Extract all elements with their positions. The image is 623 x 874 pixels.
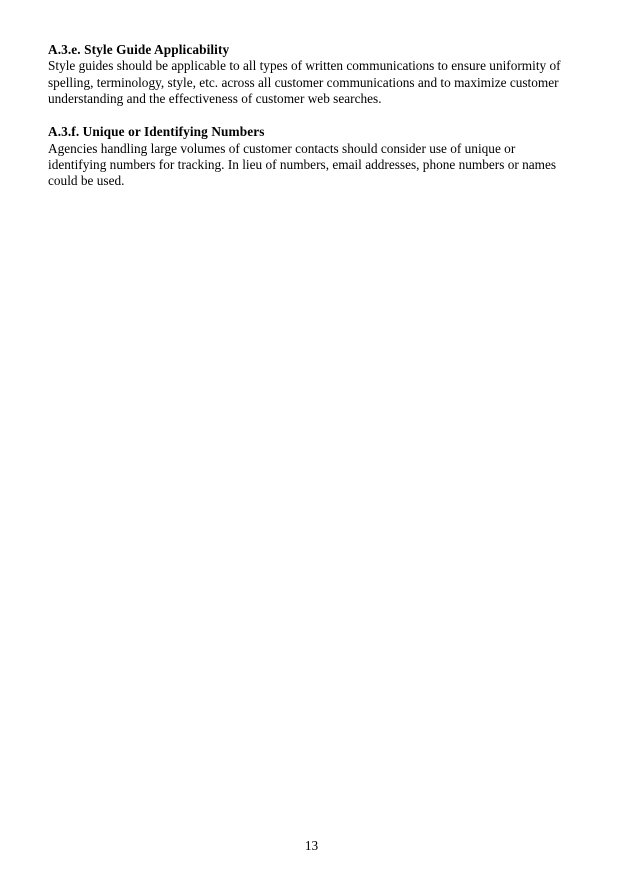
page-number: 13 bbox=[304, 838, 319, 853]
section-paragraph: Agencies handling large volumes of customer contacts should consider use of unique or identifying numbers for tracking. In lieu of numbers, email addresses, phone numbers or names could be used. bbox=[48, 140, 557, 189]
section-style-guide-applicability bbox=[48, 42, 564, 107]
section-unique-or-identifying-numbers bbox=[48, 124, 564, 189]
section-paragraph: Style guides should be applicable to all types of written communications to ensure uniformity of spelling, terminology, style, etc. across all customer communications and to maximize customer understanding and the effectiveness of customer web searches. bbox=[48, 58, 561, 107]
section-heading: A.3.f. Unique or Identifying Numbers bbox=[48, 124, 265, 140]
section-heading: A.3.e. Style Guide Applicability bbox=[48, 42, 230, 57]
document-body bbox=[48, 42, 564, 207]
